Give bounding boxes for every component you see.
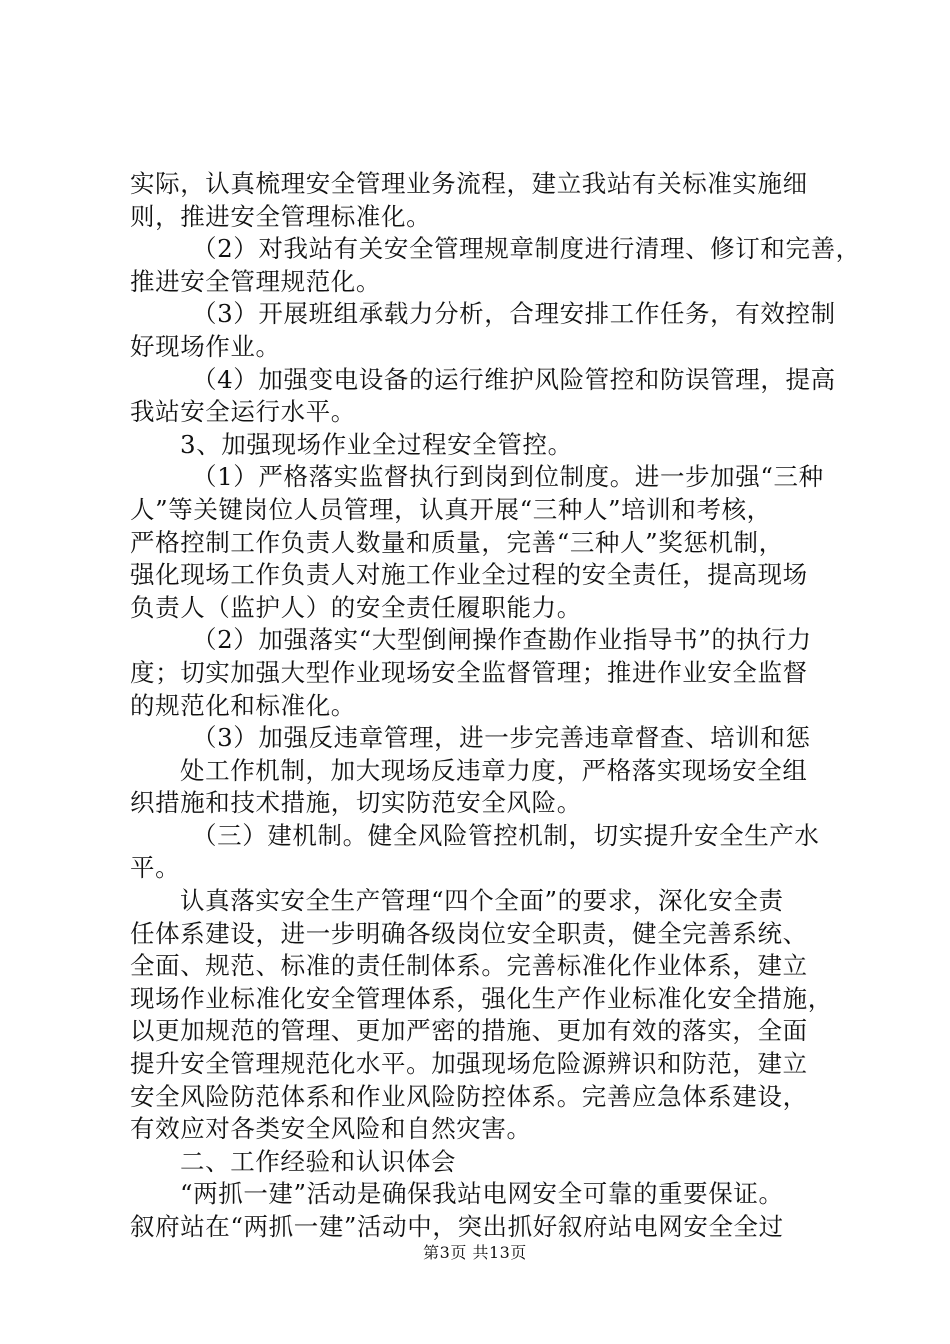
text-line: （3）加强反违章管理，进一步完善违章督查、培训和惩 <box>192 723 811 753</box>
document-body <box>130 168 861 1244</box>
text-line: 有效应对各类安全风险和自然灾害。 <box>130 1114 532 1144</box>
text-line: 织措施和技术措施，切实防范安全风险。 <box>130 788 582 818</box>
text-line: 推进安全管理规范化。 <box>130 266 381 296</box>
text-line: 二、工作经验和认识体会 <box>180 1146 457 1176</box>
text-line: 认真落实安全生产管理“四个全面”的要求，深化安全责 <box>180 886 784 916</box>
text-line: 现场作业标准化安全管理体系，强化生产作业标准化安全措施， <box>130 983 833 1013</box>
text-line: 任体系建设，进一步明确各级岗位安全职责，健全完善系统、 <box>130 918 808 948</box>
text-line: 实际，认真梳理安全管理业务流程，建立我站有关标准实施细 <box>130 169 808 198</box>
text-line: 全面、规范、标准的责任制体系。完善标准化作业体系，建立 <box>130 951 808 981</box>
text-line: （三）建机制。健全风险管控机制，切实提升安全生产水 <box>192 820 820 850</box>
text-line: “两抓一建”活动是确保我站电网安全可靠的重要保证。 <box>180 1179 784 1209</box>
text-line: 好现场作业。 <box>130 331 281 361</box>
page-footer: 第3页 共13页 <box>423 1243 527 1262</box>
text-line: 提升安全管理规范化水平。加强现场危险源辨识和防范，建立 <box>130 1049 808 1079</box>
text-line: 我站安全运行水平。 <box>130 397 356 427</box>
text-line: 负责人（监护人）的安全责任履职能力。 <box>130 592 582 622</box>
text-line: （3）开展班组承载力分析，合理安排工作任务，有效控制 <box>192 299 836 329</box>
text-line: 3、加强现场作业全过程安全管控。 <box>180 429 573 459</box>
text-line: （4）加强变电设备的运行维护风险管控和防误管理，提高 <box>192 364 836 394</box>
text-line: 人”等关键岗位人员管理，认真开展“三种人”培训和考核， <box>130 494 772 524</box>
text-line: 则，推进安全管理标准化。 <box>130 201 432 231</box>
text-line: （1）严格落实监督执行到岗到位制度。进一步加强“三种 <box>192 462 824 492</box>
text-line: 度；切实加强大型作业现场安全监督管理；推进作业安全监督 <box>130 657 808 687</box>
text-line: （2）加强落实“大型倒闸操作查勘作业指导书”的执行力 <box>192 625 812 655</box>
text-line: （2）对我站有关安全管理规章制度进行清理、修订和完善， <box>192 234 861 264</box>
text-line: 严格控制工作负责人数量和质量，完善“三种人”奖惩机制， <box>130 527 784 557</box>
text-line: 安全风险防范体系和作业风险防控体系。完善应急体系建设， <box>130 1081 808 1111</box>
text-line: 平。 <box>130 853 181 883</box>
text-line: 叙府站在“两抓一建”活动中，突出抓好叙府站电网安全全过 <box>130 1212 784 1241</box>
text-line: 处工作机制，加大现场反违章力度，严格落实现场安全组 <box>180 755 808 785</box>
text-line: 的规范化和标准化。 <box>130 690 356 720</box>
text-line: 以更加规范的管理、更加严密的措施、更加有效的落实，全面 <box>130 1016 808 1046</box>
text-line: 强化现场工作负责人对施工作业全过程的安全责任，提高现场 <box>130 560 808 590</box>
